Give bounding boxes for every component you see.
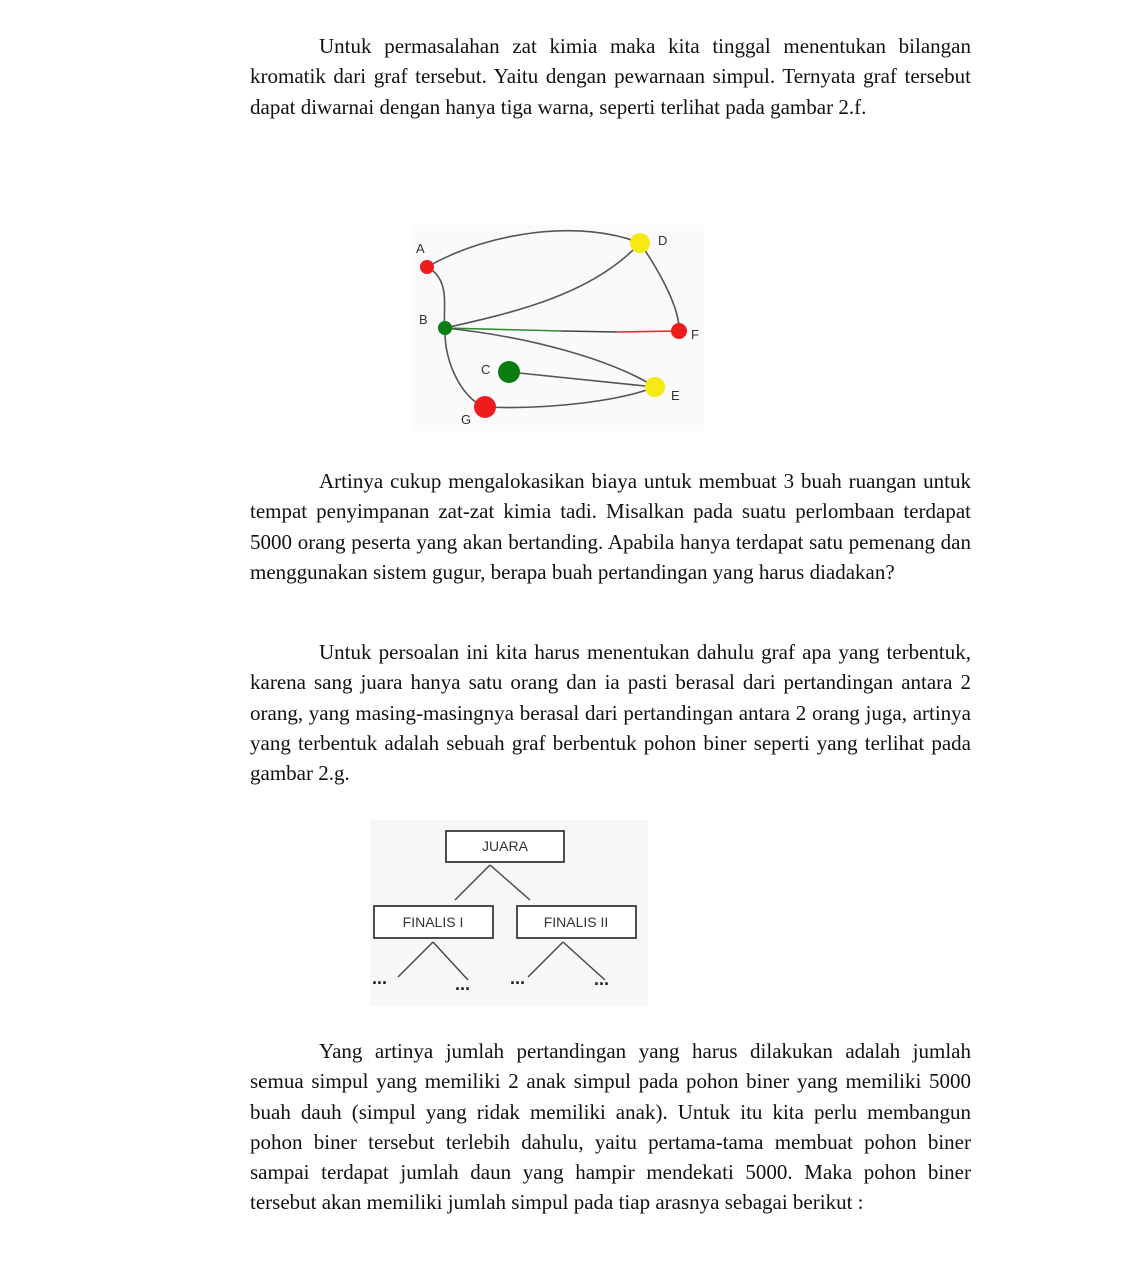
edge-B-F-black	[562, 331, 617, 332]
node-G	[474, 396, 496, 418]
figure-colored-graph	[412, 225, 704, 431]
label-D: D	[658, 233, 668, 248]
node-E	[645, 377, 665, 397]
tree-ellipsis-1: ...	[372, 968, 388, 988]
label-E: E	[671, 388, 680, 403]
node-C	[498, 361, 520, 383]
label-A: A	[416, 241, 425, 256]
node-D	[630, 233, 650, 253]
figure-binary-tree	[370, 820, 648, 1006]
tree-ellipsis-4: ...	[594, 969, 610, 989]
tree-right-label: FINALIS II	[543, 914, 609, 930]
paragraph-4: Yang artinya jumlah pertandingan yang harus dilakukan adalah jumlah semua simpul yang memiliki 2 anak simpul pada pohon biner yang memiliki 5000 buah dauh (simpul yang ridak memiliki anak). Untuk itu kita perlu membangun pohon biner tersebut terlebih dahulu, yaitu pertama-tama membuat pohon biner sampai terdapat jumlah daun yang hampir mendekati 5000. Maka pohon biner tersebut akan memiliki jumlah simpul pada tiap arasnya sebagai berikut :	[250, 1039, 971, 1215]
graph-svg	[412, 225, 704, 431]
node-A	[420, 260, 434, 274]
label-F: F	[691, 327, 699, 342]
label-G: G	[461, 412, 472, 427]
node-F	[671, 323, 687, 339]
tree-root-label: JUARA	[482, 838, 528, 854]
tree-left-label: FINALIS I	[402, 914, 464, 930]
label-C: C	[481, 362, 491, 377]
label-B: B	[419, 312, 428, 327]
paragraph-1: Untuk permasalahan zat kimia maka kita tinggal menentukan bilangan kromatik dari graf tersebut. Yaitu dengan pewarnaan simpul. Ternyata graf tersebut dapat diwarnai dengan hanya tiga warna, seperti terlihat pada gambar 2.f.	[250, 34, 971, 119]
tree-ellipsis-2: ...	[455, 974, 471, 994]
node-B	[438, 321, 452, 335]
paragraph-3: Untuk persoalan ini kita harus menentukan dahulu graf apa yang terbentuk, karena sang juara hanya satu orang dan ia pasti berasal dari pertandingan antara 2 orang, yang masing-masingnya berasal dari pertandingan antara 2 orang juga, artinya yang terbentuk adalah sebuah graf berbentuk pohon biner seperti yang terlihat pada gambar 2.g.	[250, 640, 971, 786]
edge-B-F-red	[617, 331, 679, 332]
tree-ellipsis-3: ...	[510, 968, 526, 988]
tree-svg	[370, 820, 648, 1006]
paragraph-2: Artinya cukup mengalokasikan biaya untuk membuat 3 buah ruangan untuk tempat penyimpanan zat-zat kimia tadi. Misalkan pada suatu perlombaan terdapat 5000 orang peserta yang akan bertanding. Apabila hanya terdapat satu pemenang dan menggunakan sistem gugur, berapa buah pertandingan yang harus diadakan?	[250, 469, 971, 584]
